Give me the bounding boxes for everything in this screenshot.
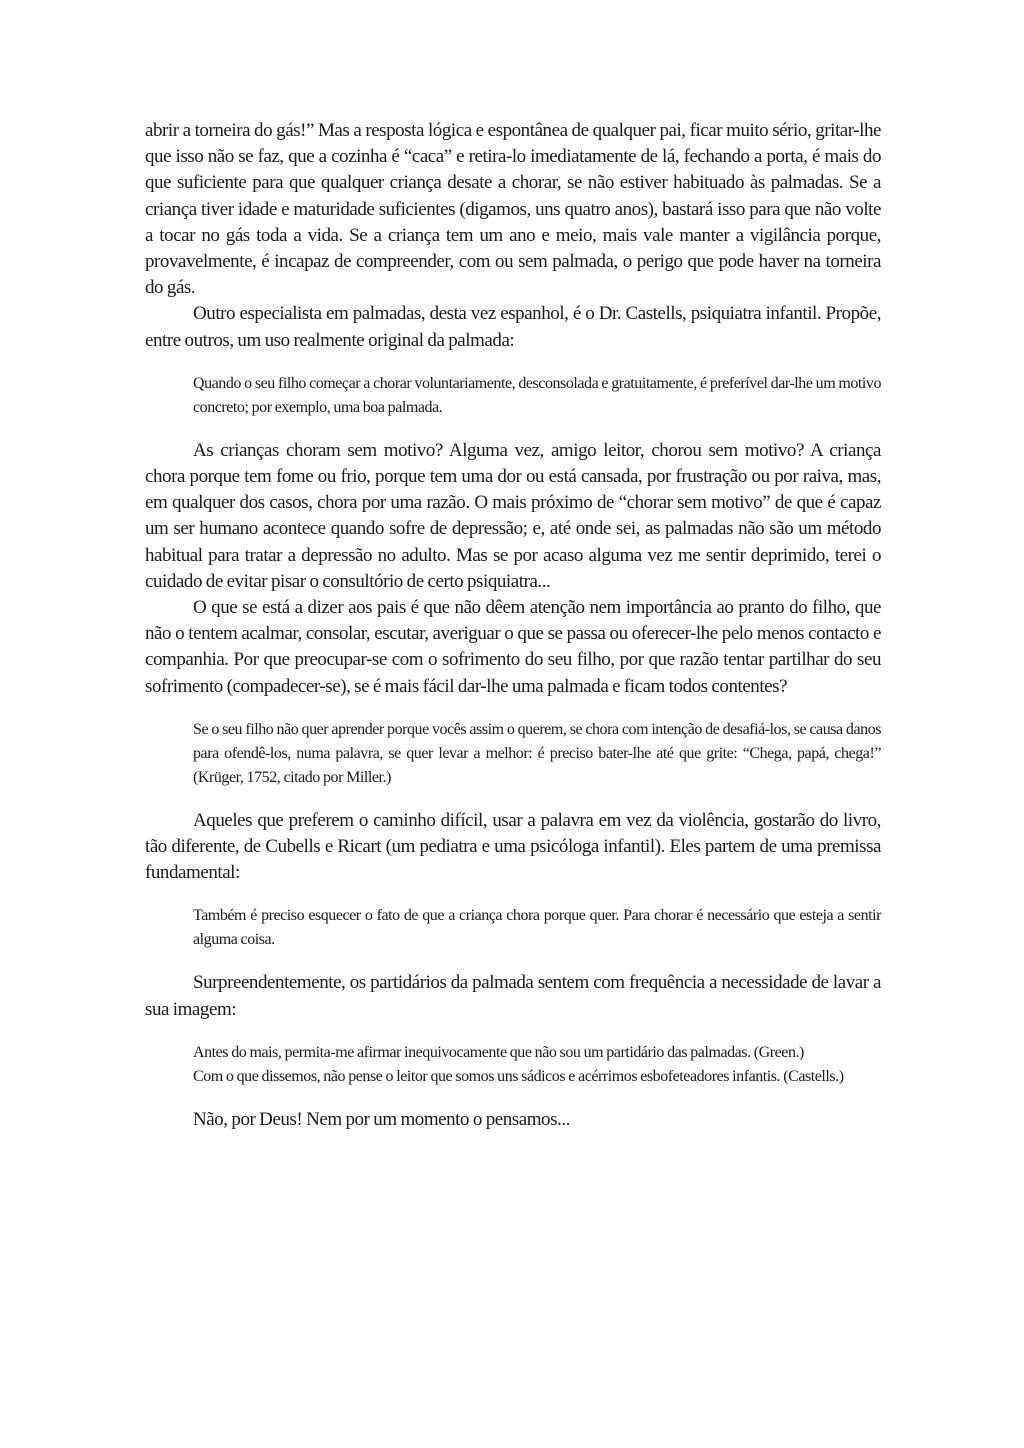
body-paragraph: Surpreendentemente, os partidários da palmada sentem com frequência a necessidade de lavar a sua imagem: (145, 972, 881, 1020)
body-paragraph: Outro especialista em palmadas, desta vez espanhol, é o Dr. Castells, psiquiatra infantil. Propõe, entre outros, um uso realmente original da palmada: (145, 303, 881, 351)
block-quote: Quando o seu filho começar a chorar voluntariamente, desconsolada e gratuitamente, é preferível dar-lhe um motivo concreto; por exemplo, uma boa palmada. (193, 374, 881, 416)
body-paragraph: Não, por Deus! Nem por um momento o pensamos... (193, 1108, 570, 1130)
block-quote: Com o que dissemos, não pense o leitor que somos uns sádicos e acérrimos esbofeteadores infantis. (Castells.) (193, 1067, 844, 1085)
document-page (145, 118, 881, 1133)
body-paragraph: abrir a torneira do gás!” Mas a resposta lógica e espontânea de qualquer pai, ficar muito sério, gritar-lhe que isso não se faz, que a cozinha é “caca” e retira-lo imediatamente de lá, fechando a porta, é mais do que suficiente para que qualquer criança desate a chorar, se não estiver habituado às palmadas. Se a criança tiver idade e maturidade suficientes (digamos, uns quatro anos), bastará isso para que não volte a tocar no gás toda a vida. Se a criança tem um ano e meio, mais vale manter a vigilância porque, provavelmente, é incapaz de compreender, com ou sem palmada, o perigo que pode haver na torneira do gás. (145, 120, 881, 299)
body-paragraph: O que se está a dizer aos pais é que não dêem atenção nem importância ao pranto do filho, que não o tentem acalmar, consolar, escutar, averiguar o que se passa ou oferecer-lhe pelo menos contacto e companhia. Por que preocupar-se com o sofrimento do seu filho, por que razão tentar partilhar do seu sofrimento (compadecer-se), se é mais fácil dar-lhe uma palmada e ficam todos contentes? (145, 597, 881, 697)
body-paragraph: Aqueles que preferem o caminho difícil, usar a palavra em vez da violência, gostarão do livro, tão diferente, de Cubells e Ricart (um pediatra e uma psicóloga infantil). Eles partem de uma premissa fundamental: (145, 809, 881, 884)
block-quote: Se o seu filho não quer aprender porque vocês assim o querem, se chora com intenção de desafiá-los, se causa danos para ofendê-los, numa palavra, se quer levar a melhor: é preciso bater-lhe até que grite: “Chega, papá, chega!” (Krüger, 1752, citado por Miller.) (193, 720, 881, 786)
block-quote: Antes do mais, permita-me afirmar inequivocamente que não sou um partidário das palmadas. (Green.) (193, 1043, 804, 1061)
block-quote: Também é preciso esquecer o fato de que a criança chora porque quer. Para chorar é necessário que esteja a sentir alguma coisa. (193, 907, 881, 949)
body-paragraph: As crianças choram sem motivo? Alguma vez, amigo leitor, chorou sem motivo? A criança chora porque tem fome ou frio, porque tem uma dor ou está cansada, por frustração ou por raiva, mas, em qualquer dos casos, chora por uma razão. O mais próximo de “chorar sem motivo” de que é capaz um ser humano acontece quando sofre de depressão; e, até onde sei, as palmadas não são um método habitual para tratar a depressão no adulto. Mas se por acaso alguma vez me sentir deprimido, terei o cuidado de evitar pisar o consultório de certo psiquiatra... (145, 439, 881, 592)
